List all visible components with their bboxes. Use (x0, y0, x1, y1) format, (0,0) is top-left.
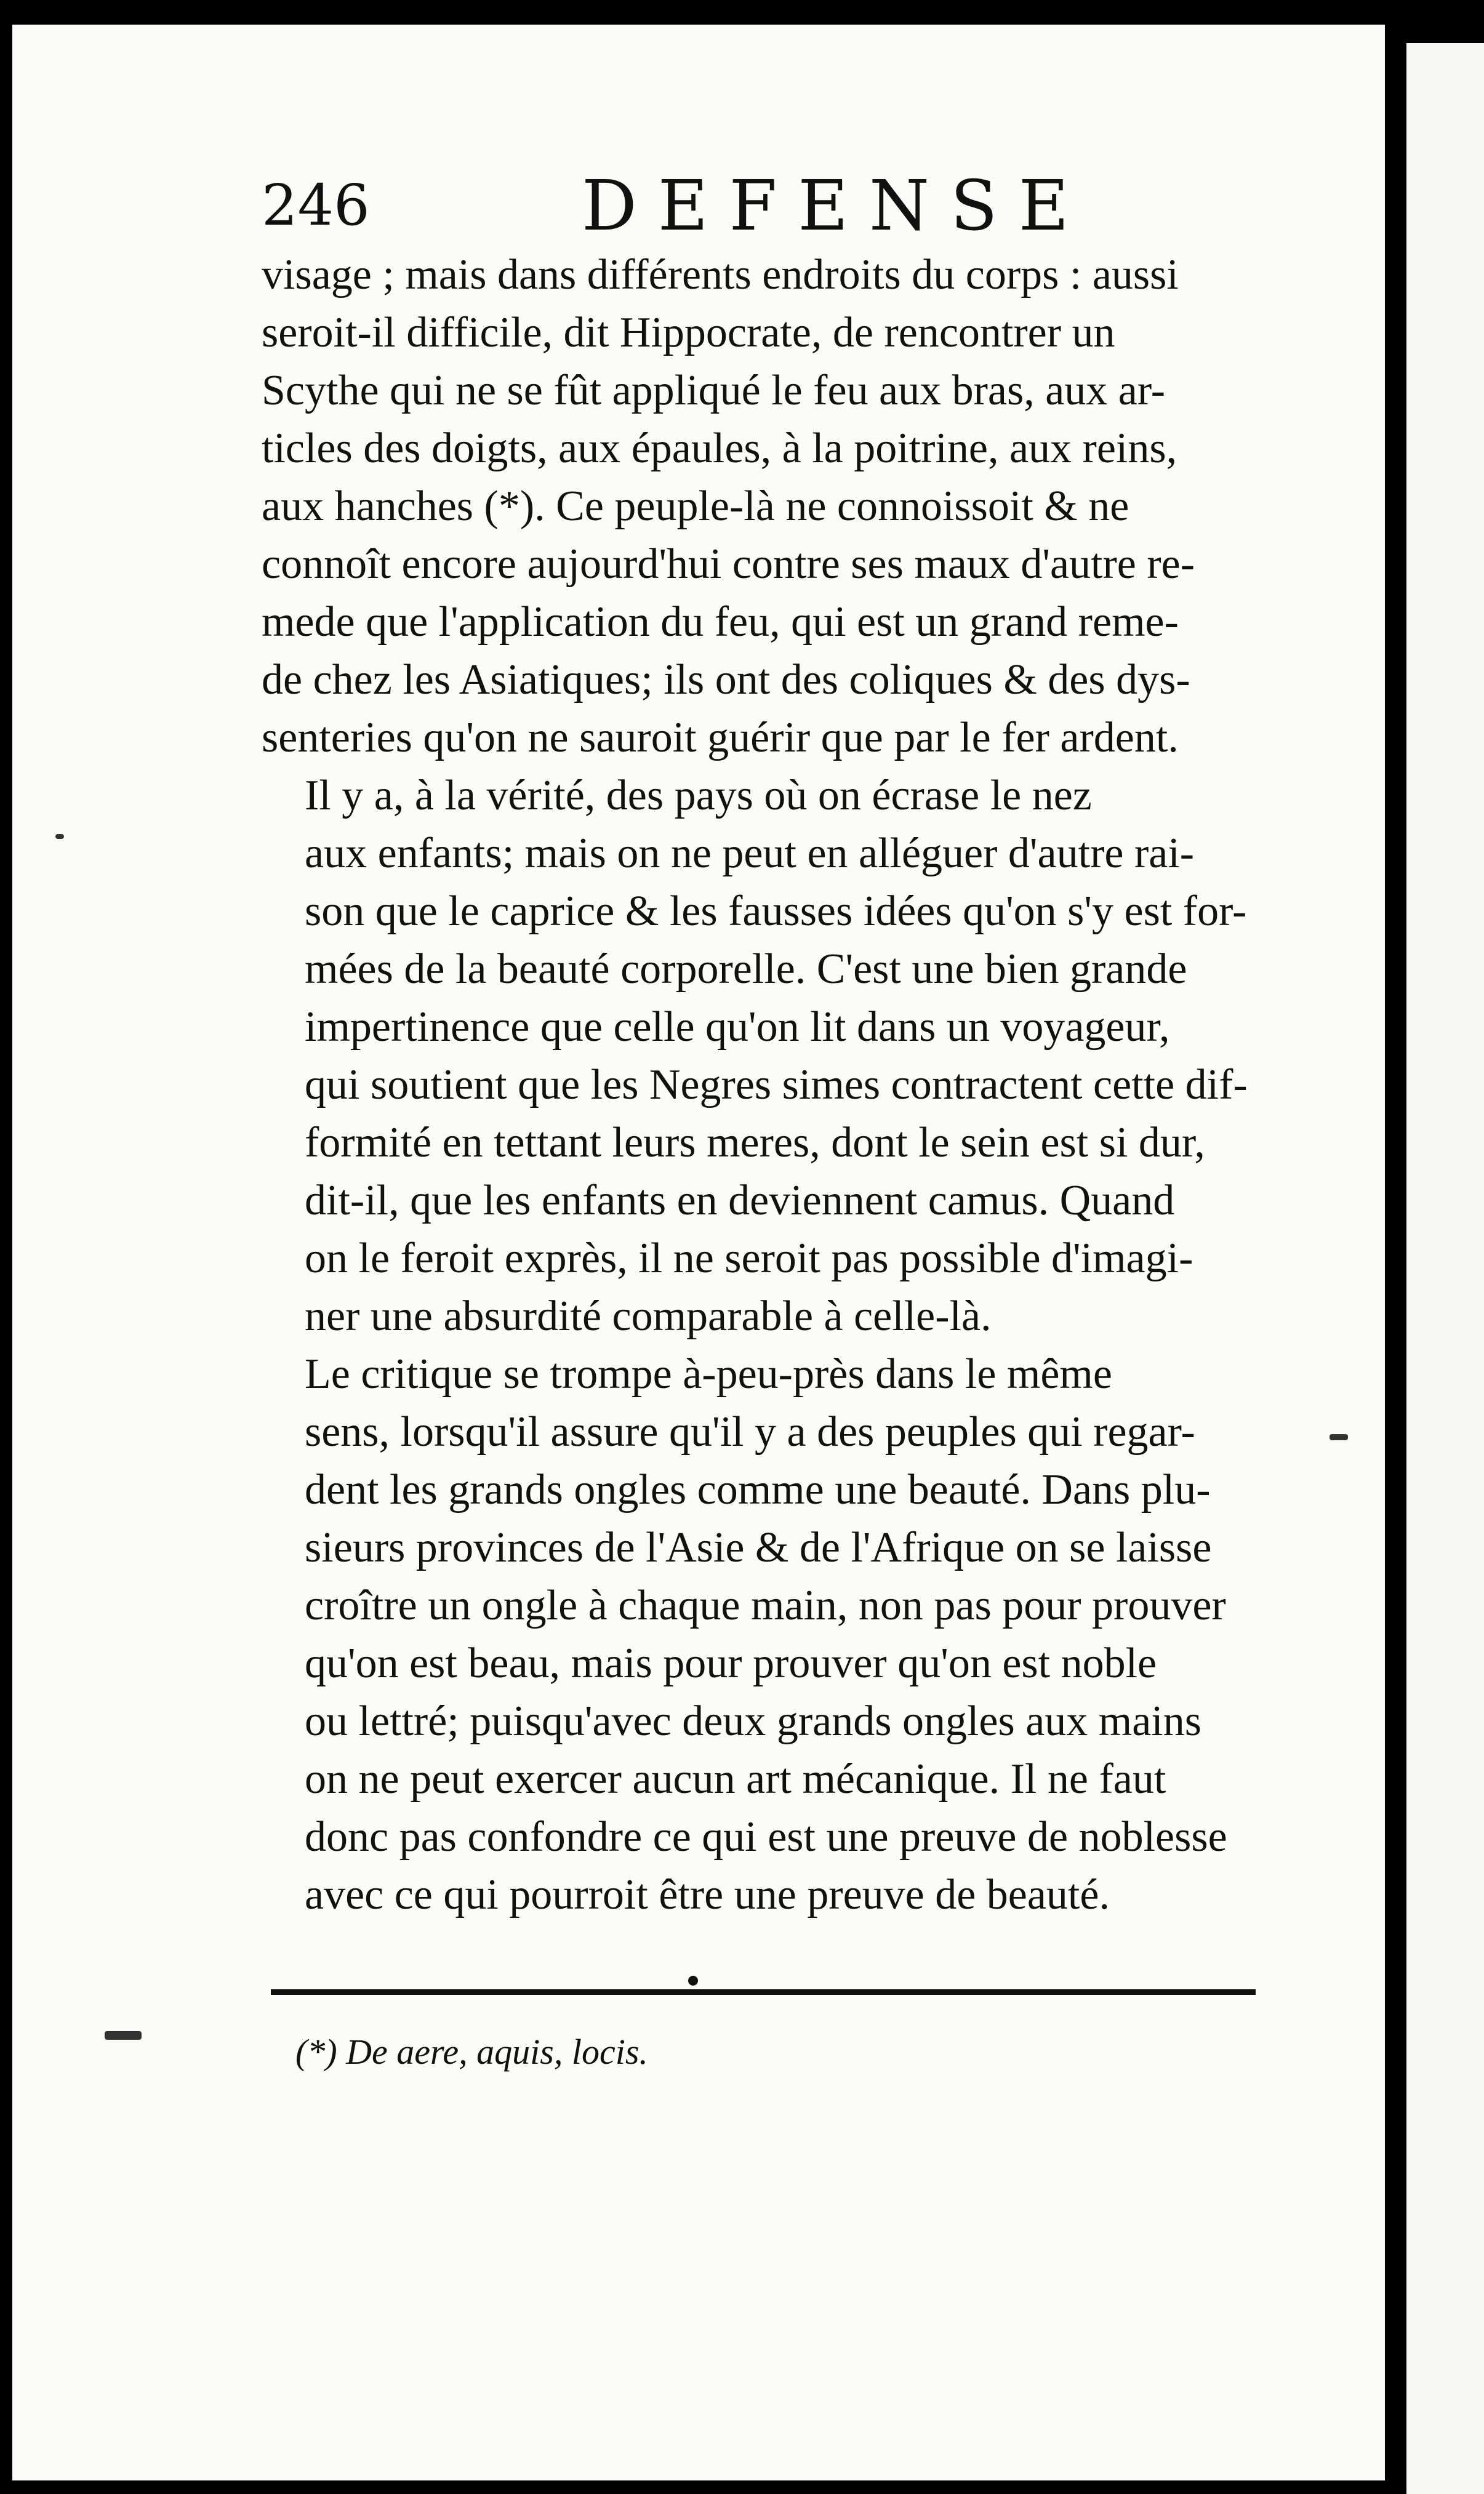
adjacent-page-edge (1406, 43, 1484, 2494)
footnote-rule (271, 1989, 1256, 1995)
paragraph (262, 246, 1286, 767)
body-text (262, 246, 1286, 1924)
text-line: impertinence que celle qu'on lit dans un voyageur, (305, 1003, 1170, 1051)
text-line: ticles des doigts, aux épaules, à la poitrine, aux reins, (262, 425, 1177, 472)
text-line: ner une absurdité comparable à celle-là. (305, 1293, 992, 1340)
paragraph (262, 767, 1286, 1345)
scan-speck (1330, 1434, 1348, 1440)
text-line: aux hanches (*). Ce peuple-là ne connoissoit & ne (262, 483, 1129, 530)
text-line: donc pas confondre ce qui est une preuve de noblesse (305, 1813, 1227, 1861)
text-line: mées de la beauté corporelle. C'est une bien grande (305, 945, 1187, 993)
text-line: avec ce qui pourroit être une preuve de beauté. (305, 1871, 1110, 1919)
text-line: visage ; mais dans différents endroits du corps : aussi (262, 251, 1179, 299)
text-line: de chez les Asiatiques; ils ont des coliques & des dys- (262, 656, 1190, 704)
text-line: dit-il, que les enfants en deviennent camus. Quand (305, 1177, 1175, 1224)
text-line: qui soutient que les Negres simes contractent cette dif- (305, 1061, 1248, 1109)
page-header (262, 166, 1314, 252)
text-line: on ne peut exercer aucun art mécanique. Il ne faut (305, 1755, 1166, 1803)
text-line: Scythe qui ne se fût appliqué le feu aux bras, aux ar- (262, 367, 1166, 414)
scan-speck (55, 834, 64, 839)
paragraph (262, 1345, 1286, 1924)
text-line: Le critique se trompe à-peu-près dans le même (305, 1350, 1112, 1398)
text-line: sens, lorsqu'il assure qu'il y a des peuples qui regar- (305, 1408, 1195, 1456)
page-number: 246 (262, 172, 370, 238)
text-line: on le feroit exprès, il ne seroit pas possible d'imagi- (305, 1235, 1193, 1282)
text-line: qu'on est beau, mais pour prouver qu'on est noble (305, 1640, 1157, 1687)
running-head: DEFENSE (582, 166, 1090, 246)
text-line: ou lettré; puisqu'avec deux grands ongles aux mains (305, 1698, 1201, 1745)
text-line: connoît encore aujourd'hui contre ses maux d'autre re- (262, 540, 1195, 588)
rule-ornament-dot (688, 1976, 698, 1986)
text-line: son que le caprice & les fausses idées qu'on s'y est for- (305, 888, 1247, 935)
text-line: sieurs provinces de l'Asie & de l'Afrique on se laisse (305, 1524, 1212, 1571)
text-line: aux enfants; mais on ne peut en alléguer d'autre rai- (305, 830, 1195, 877)
text-line: croître un ongle à chaque main, non pas pour prouver (305, 1582, 1226, 1629)
text-line: seroit-il difficile, dit Hippocrate, de rencontrer un (262, 309, 1115, 356)
scan-speck (105, 2031, 142, 2040)
text-line: dent les grands ongles comme une beauté. Dans plu- (305, 1466, 1211, 1514)
footnote: (*) De aere, aquis, locis. (295, 2032, 648, 2072)
text-line: mede que l'application du feu, qui est un grand reme- (262, 598, 1179, 646)
text-line: Il y a, à la vérité, des pays où on écrase le nez (305, 772, 1092, 819)
text-line: formité en tettant leurs meres, dont le sein est si dur, (305, 1119, 1205, 1166)
text-line: senteries qu'on ne sauroit guérir que par le fer ardent. (262, 714, 1179, 761)
